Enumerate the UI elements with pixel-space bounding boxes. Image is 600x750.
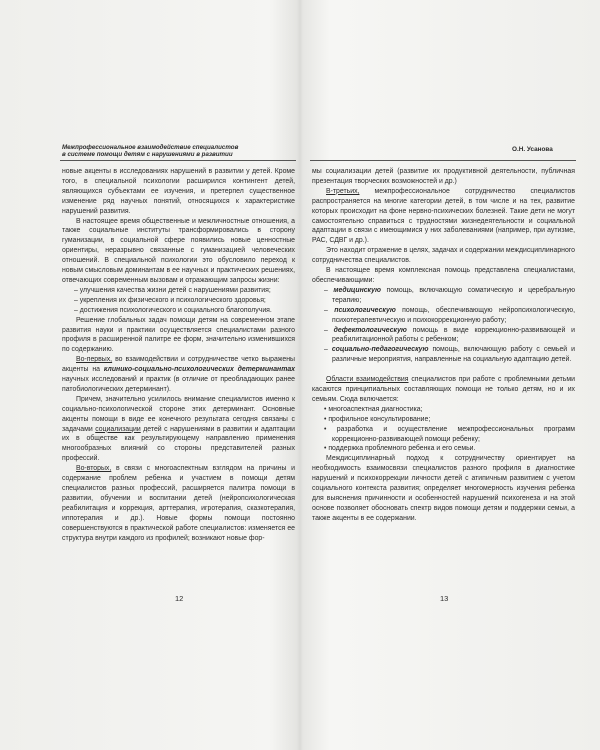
paragraph	[62, 355, 295, 395]
text-run: во взаимодействии и сотрудничестве четко выражены акценты на	[62, 356, 295, 374]
paragraph: новые акценты в исследованиях нарушений в развитии у детей. Кроме того, в специальной психологии расширился контингент детей, являющихся субъектами ее изучения, и претерпел существенное изменение ряд научных понятий, относящихся к характеристике нарушений развития.	[62, 168, 295, 215]
header-title-line-1: Межпрофессиональное взаимодействие специалистов	[62, 144, 239, 151]
text-run: в связи с многоаспектным взглядом на причины и содержание проблем ребенка и участием в помощи детям специалистов разных профессий, расширяется палитра помощи в развитии, обучении и воспитании детей (нейропсихологическая реабилитация и коррекция, арттерапия, игротерапия, сказкотерапия, иппотерапия и др.). Новые формы помощи постоянно совершенствуются в практической работе специалистов: изменяется ее структура внутри каждого из профилей; возникают новые фор-	[62, 465, 295, 542]
text-run: помощь в виде коррекционно-развивающей и реабилитационной работы с ребенком;	[332, 326, 575, 344]
text-run: Причем, значительно усилилось внимание специалистов именно к социально-психологической стороне этих детерминант. Основные акценты помощи в виде ее конечного результата сегодня связаны с задачами	[62, 395, 295, 433]
header-rule-right	[310, 160, 576, 161]
list-item: – достижения психологического и социального благополучия.	[62, 306, 295, 316]
emphasis-term: медицинскую	[333, 286, 381, 294]
paragraph: В настоящее время комплексная помощь представлена специалистами, обеспечивающими:	[312, 267, 575, 284]
paragraph: Это находит отражение в целях, задачах и содержании междисциплинарного сотрудничества специалистов.	[312, 247, 575, 265]
running-header-title	[62, 144, 294, 159]
lead-word: Во-вторых,	[76, 465, 112, 473]
emphasis-term: социально-педагогическую	[331, 346, 429, 354]
list-item: – укрепления их физического и психологического здоровья;	[62, 296, 295, 306]
list-item	[312, 345, 575, 365]
emphasis-term: клинико-социально-психологических детерминантах	[103, 366, 295, 374]
paragraph: Междисциплинарный подход к сотрудничеству ориентирует на необходимость взаимосвязи специалистов разного профиля в диагностике нарушений и психокоррекции личности детей с атипичным развитием с учетом социального контекста развития; определяет многомерность изучения ребенка для выяснения причинности и особенностей нарушений психогенеза и на этой основе позволяет обосновать спектр видов помощи детям и поддержки семьи, а также акценты в ее содержании.	[312, 455, 575, 522]
lead-word: Во-первых,	[76, 356, 113, 364]
paragraph	[312, 187, 575, 246]
paragraph	[62, 395, 295, 464]
emphasis-term: психологическую	[334, 306, 396, 314]
list-item	[312, 306, 575, 326]
list-item	[312, 326, 575, 346]
list-item: – улучшения качества жизни детей с нарушениями развития;	[62, 286, 295, 296]
paragraph: Решение глобальных задач помощи детям на современном этапе развития науки и практики осуществляется специалистами разного профиля в расширенной палитре ее форм, значительно изменившихся по содержанию.	[62, 316, 295, 354]
dash-list	[312, 286, 575, 365]
text-run: межпрофессиональное сотрудничество специалистов распространяется на многие категории детей, в том числе и на тех, развитие которых происходит на фоне нервно-психических болезней. Такие дети не могут самостоятельно справиться с трудностями жизнедеятельности и социальной адаптации в связи с имеющимися у них заболеваниями (например, при аутизме, РАС, СДВГ и др.).	[312, 187, 575, 245]
dash-list	[62, 286, 295, 316]
text-run: помощь, включающую работу с семьей и различные мероприятия, направленные на социальную адаптацию детей.	[332, 346, 575, 364]
list-item: • поддержка проблемного ребенка и его семьи.	[312, 444, 575, 454]
text-run: научных исследований и практик (в отличие от преобладающих ранее патобиологических детерминант).	[62, 376, 295, 393]
text-run: помощь, обеспечивающую нейропсихологическую, психотерапевтическую и психокоррекционную работу;	[332, 306, 575, 324]
running-header-author: О.Н. Усанова	[512, 146, 553, 153]
left-page-text	[62, 167, 295, 543]
text-run: детей с нарушениями в развитии и адаптации их в обществе как результирующему направлению применения многообразных влияний со стороны представителей разных профессий.	[62, 425, 295, 463]
header-rule-left	[60, 160, 296, 161]
header-title-line-2: в системе помощи детям с нарушениями в развитии	[62, 151, 233, 159]
list-item: • многоаспектная диагностика;	[312, 405, 575, 415]
right-page-text	[312, 167, 575, 524]
list-item: • профильное консультирование;	[312, 415, 575, 425]
underlined-term: социализации	[95, 425, 141, 433]
paragraph: В настоящее время общественные и межличностные отношения, а также социальные институты трансформировались в сторону гуманизации, в социальной сфере появились новые ценностные ориентиры, неразрывно связанные с гуманизацией человеческих отношений. В специальной психологии это обусловило переход к новым смысловым доминантам в ее научных и практических решениях, отвечающих современным вызовам и отражающим запросы жизни:	[62, 217, 295, 284]
list-item: • разработка и осуществление межпрофессиональных программ коррекционно-развивающей помощи ребенку;	[312, 425, 575, 445]
underlined-term: Области взаимодействия	[326, 376, 409, 384]
page-number-left: 12	[175, 594, 184, 603]
list-item	[312, 286, 575, 306]
emphasis-term: дефектологическую	[333, 326, 407, 334]
text-run: специалистов при работе с проблемными детьми касаются принципиальных составляющих помощи не только детям, но и их семьям. Сюда включается:	[312, 376, 575, 403]
paragraph	[62, 464, 295, 543]
paragraph	[312, 375, 575, 405]
lead-word: В-третьих,	[326, 187, 360, 195]
page-number-right: 13	[440, 594, 449, 603]
text-run: помощь, включающую соматическую и церебральную терапию;	[332, 286, 576, 304]
bullet-list	[312, 405, 575, 455]
paragraph: мы социализации детей (развитие их продуктивной деятельности, публичная презентация творческих возможностей и др.)	[312, 168, 575, 185]
